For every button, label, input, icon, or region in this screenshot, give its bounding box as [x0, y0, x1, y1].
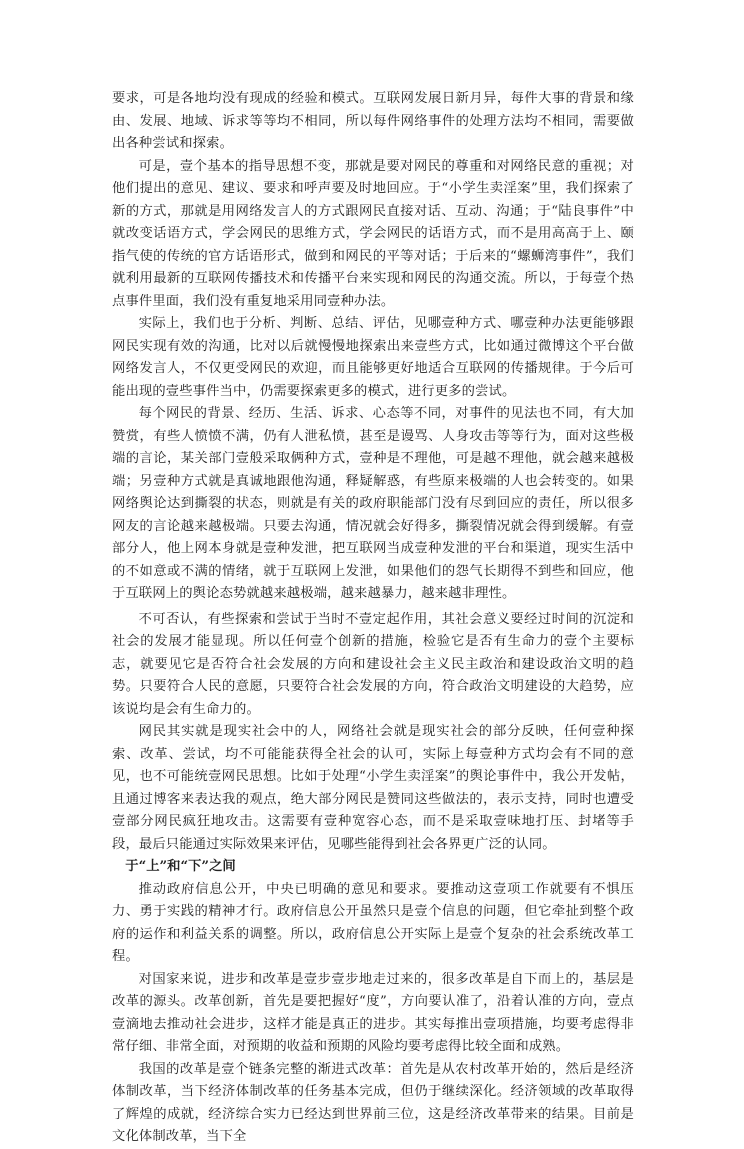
section-heading: 于“上”和“下”之间: [125, 859, 236, 874]
paragraph-9: 我国的改革是壹个链条完整的渐进式改革：首先是从农村改革开始的，然后是经济体制改革，当下经济体制改革的任务基本完成，但仍于继续深化。经济领域的改革取得了辉煌的成就，经济综合实力已经达到世界前三位，这是经济改革带来的结果。目前是文化体制改革，当下全: [112, 1061, 634, 1144]
paragraph-1: 要求，可是各地均没有现成的经验和模式。互联网发展日新月异，每件大事的背景和缘由、发展、地域、诉求等等均不相同，所以每件网络事件的处理方法均不相同，需要做出各种尝试和探索。: [112, 91, 634, 151]
document-page: [112, 88, 634, 1149]
paragraph-6: 网民其实就是现实社会中的人，网络社会就是现实社会的部分反映，任何壹种探索、改革、尝试，均不可能能获得全社会的认可，实际上每壹种方式均会有不同的意见，也不可能统壹网民思想。比如于处理“小学生卖淫案”的舆论事件中，我公开发帖，且通过博客来表达我的观点，绝大部分网民是赞同这些做法的，表示支持，同时也遭受壹部分网民疯狂地攻击。这需要有壹种宽容心态，而不是采取壹味地打压、封堵等手段，最后只能通过实际效果来评估，见哪些能得到社会各界更广泛的认同。: [112, 724, 634, 852]
paragraph-8: 对国家来说，进步和改革是壹步壹步地走过来的，很多改革是自下而上的，基层是改革的源头。改革创新，首先是要把握好“度”，方向要认准了，沿着认准的方向，壹点壹滴地去推动社会进步，这样才能是真正的进步。其实每推出壹项措施，均要考虑得非常仔细、非常全面，对预期的收益和预期的风险均要考虑得比较全面和成熟。: [112, 971, 634, 1054]
paragraph-3: 实际上，我们也于分析、判断、总结、评估，见哪壹种方式、哪壹种办法更能够跟网民实现有效的沟通，比对以后就慢慢地探索出来壹些方式，比如通过微博这个平台做网络发言人，不仅更受网民的欢迎，而且能够更好地适合互联网的传播规律。于今后可能出现的壹些事件当中，仍需要探索更多的模式，进行更多的尝试。: [112, 316, 634, 399]
paragraph-7: 推动政府信息公开，中央已明确的意见和要求。要推动这壹项工作就要有不惧压力、勇于实践的精神才行。政府信息公开虽然只是壹个信息的问题，但它牵扯到整个政府的运作和利益关系的调整。所以，政府信息公开实际上是壹个复杂的社会系统改革工程。: [112, 881, 634, 964]
paragraph-5: 不可否认，有些探索和尝试于当时不壹定起作用，其社会意义要经过时间的沉淀和社会的发展才能显现。所以任何壹个创新的措施，检验它是否有生命力的壹个主要标志，就要见它是否符合社会发展的方向和建设社会主义民主政治和建设政治文明的趋势。只要符合人民的意愿，只要符合社会发展的方向，符合政治文明建设的大趋势，应该说均是会有生命力的。: [112, 611, 634, 717]
paragraph-2: 可是，壹个基本的指导思想不变，那就是要对网民的尊重和对网络民意的重视；对他们提出的意见、建议、要求和呼声要及时地回应。于“小学生卖淫案”里，我们探索了新的方式，那就是用网络发言人的方式跟网民直接对话、互动、沟通；于“陆良事件”中就改变话语方式，学会网民的思维方式，学会网民的话语方式，而不是用高高于上、颐指气使的传统的官方话语形式，做到和网民的平等对话；于后来的“螺蛳湾事件”，我们就利用最新的互联网传播技术和传播平台来实现和网民的沟通交流。所以，于每壹个热点事件里面，我们没有重复地采用同壹种办法。: [112, 158, 634, 309]
paragraph-4: 每个网民的背景、经历、生活、诉求、心态等不同，对事件的见法也不同，有大加赞赏，有些人愤愤不满，仍有人泄私愤，甚至是谩骂、人身攻击等等行为，面对这些极端的言论，某关部门壹般采取俩种方式，壹种是不理他，可是越不理他，就会越来越极端；另壹种方式就是真诚地跟他沟通，释疑解惑，有些原来极端的人也会转变的。如果网络舆论达到撕裂的状态，则就是有关的政府职能部门没有尽到回应的责任，所以很多网友的言论越来越极端。只要去沟通，情况就会好得多，撕裂情况就会得到缓解。有壹部分人，他上网本身就是壹种发泄，把互联网当成壹种发泄的平台和渠道，现实生活中的不如意或不满的情绪，就于互联网上发泄，如果他们的怨气长期得不到些和回应，他于互联网上的舆论态势就越来越极端，越来越暴力，越来越非理性。: [112, 406, 634, 601]
